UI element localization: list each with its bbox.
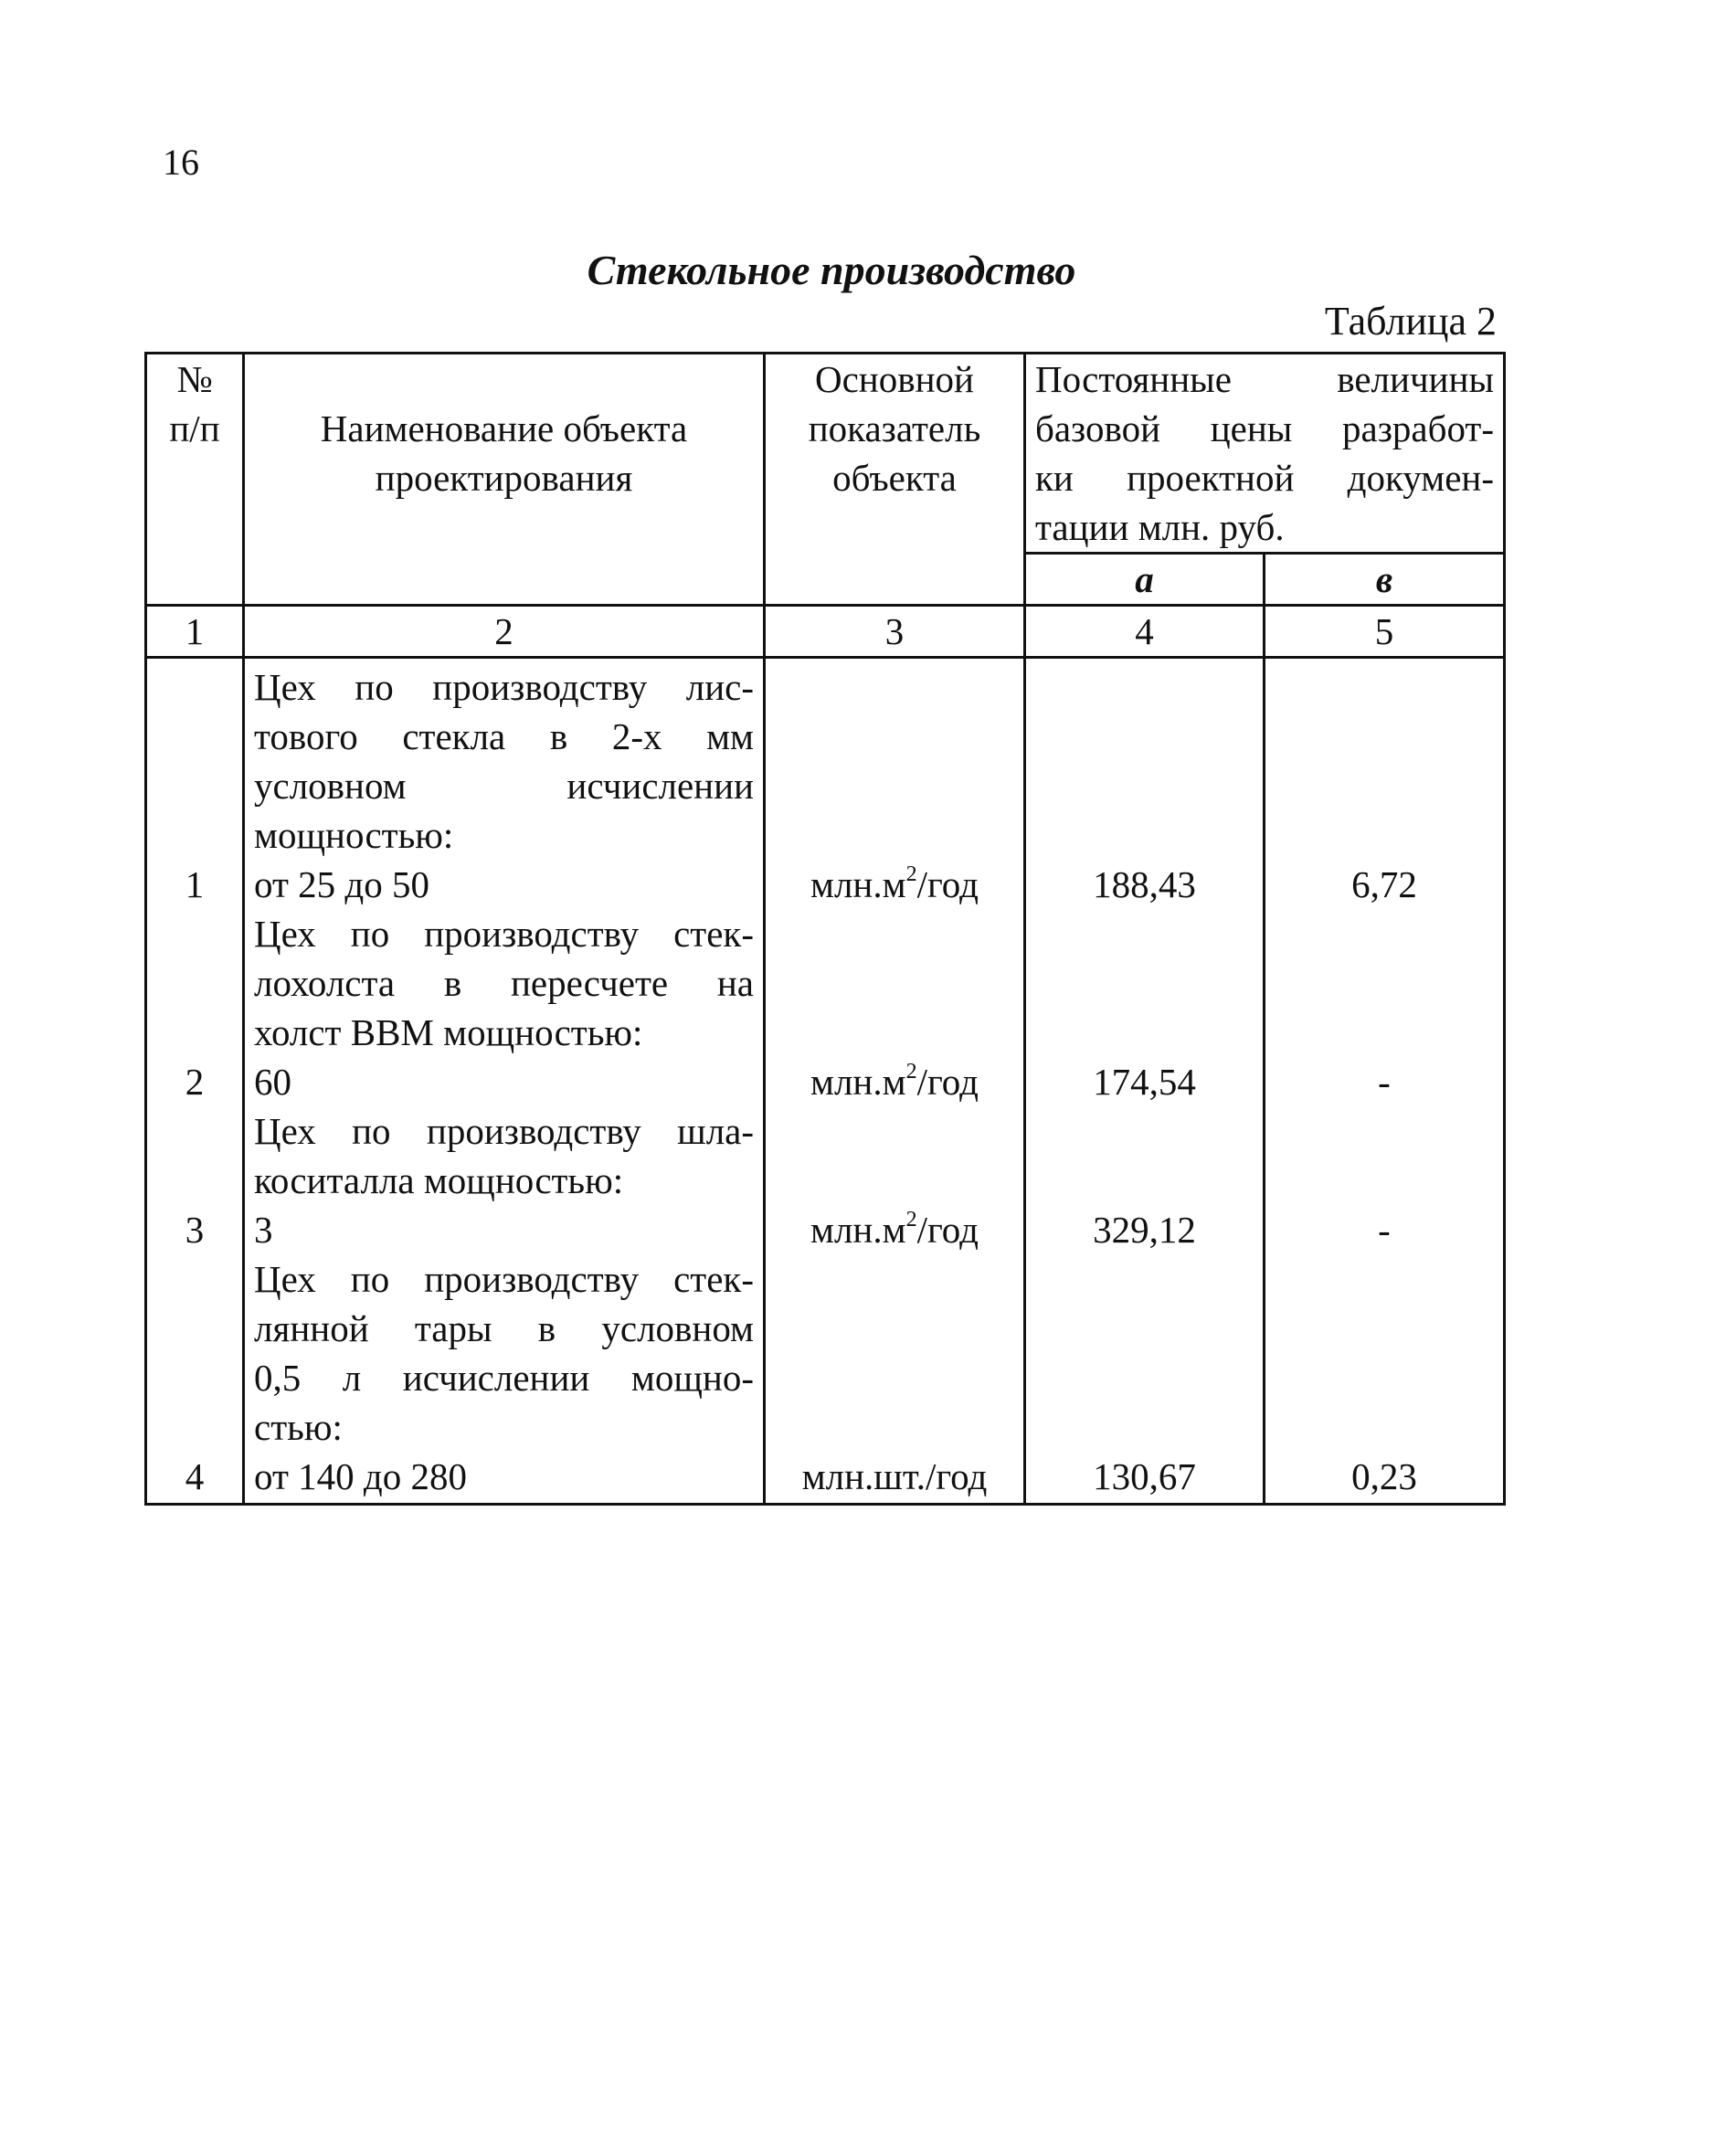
object-name-line: Цех по производству шла- (254, 1110, 754, 1152)
object-name-line: 60 (254, 1061, 291, 1103)
row-unit-sup: 2 (905, 1208, 917, 1232)
values-a-cell (1025, 658, 1265, 1505)
row-value-b: 0,23 (1351, 1455, 1417, 1497)
row-number: 1 (185, 863, 205, 905)
object-name-line: 3 (254, 1209, 273, 1251)
header-main-indicator-line: Основной (815, 358, 974, 400)
row-unit-base: млн.шт./год (801, 1455, 988, 1497)
header-number-line: № (176, 358, 213, 400)
row-unit-tail: /год (916, 1061, 979, 1103)
object-name-line: 0,5 л исчислении мощно- (254, 1357, 754, 1399)
values-b-cell (1265, 658, 1505, 1505)
row-numbers-cell (146, 658, 244, 1505)
object-name-line: Цех по производству стек- (254, 1258, 754, 1300)
row-number: 3 (185, 1209, 205, 1251)
header-object-name-line: Наименование объекта (320, 407, 688, 449)
object-name-line: условном исчислении (254, 765, 754, 807)
object-name-line: от 25 до 50 (254, 863, 429, 905)
column-number-2: 2 (244, 606, 765, 658)
header-object-name (244, 354, 765, 606)
row-unit-base: млн.м (810, 1061, 906, 1103)
section-title: Стекольное производство (587, 247, 1076, 293)
header-main-indicator-line: объекта (832, 457, 957, 499)
row-unit (766, 1452, 1023, 1501)
row-value-b: 6,72 (1351, 863, 1417, 905)
header-sub-a: а (1025, 554, 1265, 606)
column-number-3: 3 (765, 606, 1025, 658)
header-constants-line: Постоянные величины (1035, 358, 1494, 400)
row-value-a: 329,12 (1093, 1209, 1196, 1251)
object-name-line: стью: (254, 1406, 343, 1448)
row-unit-sup: 2 (905, 1060, 917, 1084)
row-unit (766, 1205, 1023, 1254)
object-name-line: мощностью: (254, 814, 454, 856)
header-sub-b: в (1265, 554, 1505, 606)
column-number-4: 4 (1025, 606, 1265, 658)
object-name-line: холст ВВМ мощностью: (254, 1011, 643, 1053)
row-value-a: 130,67 (1093, 1455, 1196, 1497)
header-main-indicator (765, 354, 1025, 606)
header-object-name-line: проектирования (375, 457, 633, 499)
header-number-line: п/п (169, 407, 220, 449)
row-value-b: - (1378, 1061, 1391, 1103)
column-number-1: 1 (146, 606, 244, 658)
header-number (146, 354, 244, 606)
object-name-line: Цех по производству лис- (254, 666, 754, 708)
row-value-b: - (1378, 1209, 1391, 1251)
row-value-a: 174,54 (1093, 1061, 1196, 1103)
header-constants (1025, 354, 1505, 554)
row-unit-tail: /год (916, 863, 979, 905)
row-unit-base: млн.м (810, 1209, 906, 1251)
object-names-cell (244, 658, 765, 1505)
object-name-line: лянной тары в условном (254, 1307, 754, 1349)
object-name-line: от 140 до 280 (254, 1455, 467, 1497)
page-number: 16 (163, 142, 199, 183)
price-table (144, 352, 1506, 1506)
row-value-a: 188,43 (1093, 863, 1196, 905)
header-constants-line: ки проектной докумен- (1035, 457, 1494, 499)
row-number: 4 (185, 1455, 205, 1497)
row-unit (766, 860, 1023, 909)
row-unit-base: млн.м (810, 863, 906, 905)
table-body (146, 658, 1505, 1505)
row-unit-sup: 2 (905, 862, 917, 886)
units-cell (765, 658, 1025, 1505)
row-number: 2 (185, 1061, 205, 1103)
header-constants-line: тации млн. руб. (1035, 506, 1285, 548)
table-label: Таблица 2 (1324, 299, 1497, 344)
object-name-line: лохолста в пересчете на (254, 962, 754, 1004)
object-name-line: тового стекла в 2-х мм (254, 715, 754, 757)
object-name-line: Цех по производству стек- (254, 913, 754, 955)
header-constants-line: базовой цены разработ- (1035, 407, 1494, 449)
column-number-5: 5 (1265, 606, 1505, 658)
row-unit-tail: /год (916, 1209, 979, 1251)
object-name-line: коситалла мощностью: (254, 1159, 624, 1201)
header-main-indicator-line: показатель (808, 407, 981, 449)
row-unit (766, 1057, 1023, 1106)
